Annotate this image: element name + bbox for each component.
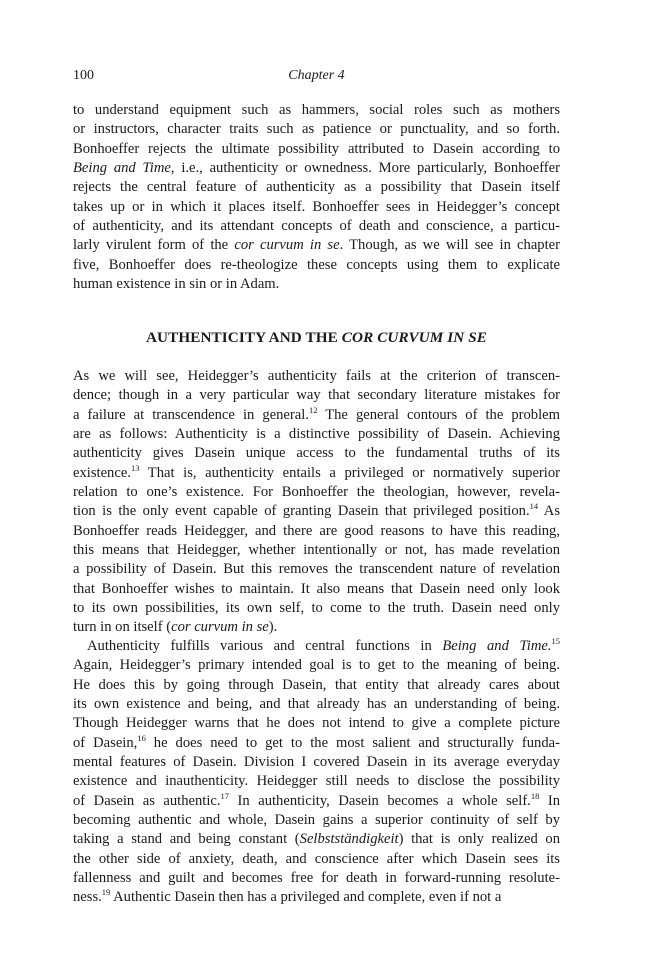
text-run: existence and inauthenticity. Heidegger still needs to disclose the possibility bbox=[73, 773, 560, 790]
text-line bbox=[73, 753, 560, 772]
text-run: The general contours of the problem bbox=[317, 406, 560, 423]
text-run: taking a stand and being constant ( bbox=[73, 831, 300, 848]
text-line bbox=[73, 483, 560, 502]
paragraph-1 bbox=[73, 101, 560, 294]
running-header bbox=[73, 68, 560, 88]
text-run: Though Heidegger warns that he does not intend to give a complete picture bbox=[73, 715, 560, 732]
text-line bbox=[73, 101, 560, 120]
paragraph-3 bbox=[73, 637, 560, 908]
text-line bbox=[73, 772, 560, 791]
text-run: Bonhoeffer rejects the ultimate possibility attributed to Dasein according to bbox=[73, 140, 560, 157]
footnote-ref[interactable]: 16 bbox=[137, 732, 146, 743]
footnote-ref[interactable]: 19 bbox=[101, 887, 111, 898]
footnote-ref[interactable]: 13 bbox=[130, 462, 140, 473]
text-run: this means that Heidegger, whether intentionally or not, has made revelation bbox=[73, 542, 560, 559]
text-run: , i.e., authenticity or ownedness. More particularly, Bonhoeffer bbox=[170, 160, 560, 177]
text-line bbox=[73, 618, 560, 637]
text-run: relation to one’s existence. For Bonhoeffer the theologian, however, revela- bbox=[73, 484, 560, 501]
text-line bbox=[73, 140, 560, 159]
text-line bbox=[73, 869, 560, 888]
text-line bbox=[73, 888, 560, 907]
text-line bbox=[73, 275, 560, 294]
text-run: rejects the central feature of authenticity as a possibility that Dasein itself bbox=[73, 179, 560, 196]
text-run: dence; though in a very particular way that secondary literature mistakes for bbox=[73, 387, 560, 404]
section-heading-italic: COR CURVUM IN SE bbox=[341, 329, 488, 346]
text-run: he does need to get to the most salient and structurally funda- bbox=[145, 734, 560, 751]
text-run: tion is the only event capable of granting Dasein that privileged position. bbox=[73, 503, 530, 520]
text-run: are as follows: Authenticity is a distinctive possibility of Dasein. Achieving bbox=[73, 426, 560, 443]
text-line bbox=[73, 792, 560, 811]
text-line bbox=[73, 541, 560, 560]
text-run: becoming authentic and whole, Dasein gains a superior continuity of self by bbox=[73, 812, 560, 829]
text-run: That is, authenticity entails a privileged or normatively superior bbox=[139, 464, 560, 481]
text-line bbox=[73, 522, 560, 541]
text-run: larly virulent form of the bbox=[73, 237, 235, 254]
footnote-ref[interactable]: 17 bbox=[220, 790, 230, 801]
text-run: to understand equipment such as hammers, social roles such as mothers bbox=[73, 102, 560, 118]
text-run: Again, Heidegger’s primary intended goal is to get to the meaning of being. bbox=[73, 657, 560, 674]
chapter-title: Chapter 4 bbox=[288, 68, 345, 83]
page-number: 100 bbox=[73, 68, 94, 83]
text-line bbox=[73, 714, 560, 733]
paragraph-2 bbox=[73, 367, 560, 638]
text-run: Being and Time bbox=[73, 160, 171, 177]
section-heading-text: AUTHENTICITY AND THE bbox=[145, 329, 342, 346]
text-run: five, Bonhoeffer does re-theologize these concepts using them to explicate bbox=[73, 256, 560, 273]
text-line bbox=[73, 444, 560, 463]
text-run: existence. bbox=[73, 464, 131, 481]
text-run: cor curvum in se bbox=[171, 619, 269, 636]
text-line bbox=[73, 695, 560, 714]
text-run: a failure at transcendence in general. bbox=[73, 406, 309, 423]
text-run: that Bonhoeffer wishes to maintain. It also means that Dasein need only look bbox=[73, 580, 560, 597]
text-line bbox=[73, 676, 560, 695]
text-line bbox=[73, 386, 560, 405]
text-line bbox=[73, 178, 560, 197]
text-run: cor curvum in se bbox=[234, 237, 340, 254]
text-line bbox=[73, 850, 560, 869]
text-line bbox=[73, 502, 560, 521]
text-line bbox=[73, 656, 560, 675]
text-run: In bbox=[539, 792, 561, 809]
text-line bbox=[73, 560, 560, 579]
text-run: to its own possibilities, its own self, to come to the truth. Dasein need only bbox=[73, 600, 560, 617]
footnote-ref[interactable]: 18 bbox=[530, 790, 540, 801]
text-run: of Dasein, bbox=[73, 734, 138, 751]
text-line bbox=[73, 830, 560, 849]
text-run: fallenness and guilt and becomes free for death in forward-running resolute- bbox=[73, 870, 560, 887]
footnote-ref[interactable]: 12 bbox=[308, 404, 318, 415]
text-line bbox=[73, 120, 560, 139]
text-line bbox=[73, 580, 560, 599]
text-run: a possibility of Dasein. But this removes the transcendent nature of revelation bbox=[73, 561, 560, 578]
text-line bbox=[73, 236, 560, 255]
section-heading bbox=[73, 329, 560, 347]
text-run: Bonhoeffer reads Heidegger, and there are good reasons to have this reading, bbox=[73, 522, 560, 539]
text-run: of Dasein as authentic. bbox=[73, 792, 221, 809]
text-line bbox=[73, 198, 560, 217]
text-line bbox=[73, 159, 560, 178]
text-line bbox=[73, 734, 560, 753]
text-line bbox=[73, 217, 560, 236]
text-run: As bbox=[538, 503, 560, 520]
text-run: Authentic Dasein then has a privileged and complete, even if not a bbox=[110, 889, 502, 906]
footnote-ref[interactable]: 15 bbox=[551, 636, 560, 646]
text-run: Authenticity fulfills various and central functions in bbox=[87, 638, 443, 654]
text-run: mental features of Dasein. Division I covered Dasein in its average everyday bbox=[73, 754, 560, 771]
text-line bbox=[73, 637, 560, 656]
text-run: turn in on itself ( bbox=[73, 619, 172, 636]
text-line bbox=[73, 425, 560, 444]
text-run: the other side of anxiety, death, and conscience after which Dasein sees its bbox=[73, 850, 560, 867]
text-run: As we will see, Heidegger’s authenticity fails at the criterion of transcen- bbox=[73, 368, 560, 384]
text-run: . Though, as we will see in chapter bbox=[339, 237, 560, 254]
text-line bbox=[73, 256, 560, 275]
text-run: ness. bbox=[73, 889, 102, 906]
text-run: takes up or in which it places itself. Bonhoeffer sees in Heidegger’s concept bbox=[73, 198, 560, 215]
text-run: human existence in sin or in Adam. bbox=[73, 276, 280, 293]
text-run: ) that is only realized on bbox=[398, 831, 561, 848]
text-line bbox=[73, 406, 560, 425]
text-line bbox=[73, 367, 560, 386]
text-run: Being and Time. bbox=[442, 638, 552, 654]
footnote-ref[interactable]: 14 bbox=[529, 501, 539, 512]
text-run: of authenticity, and its attendant concepts of death and conscience, a particu- bbox=[73, 218, 560, 235]
text-run: or instructors, character traits such as patience or punctuality, and so forth. bbox=[73, 121, 560, 138]
text-run: authenticity gives Dasein unique access to the fundamental truths of its bbox=[73, 445, 560, 462]
text-line bbox=[73, 464, 560, 483]
text-run: In authenticity, Dasein becomes a whole self. bbox=[229, 792, 531, 809]
text-line bbox=[73, 599, 560, 618]
text-run: ). bbox=[268, 619, 278, 636]
text-line bbox=[73, 811, 560, 830]
text-run: Selbstständigkeit bbox=[299, 831, 399, 848]
text-run: its own existence and being, and that already has an understanding of being. bbox=[73, 696, 560, 713]
text-run: He does this by going through Dasein, that entity that already cares about bbox=[73, 676, 560, 693]
